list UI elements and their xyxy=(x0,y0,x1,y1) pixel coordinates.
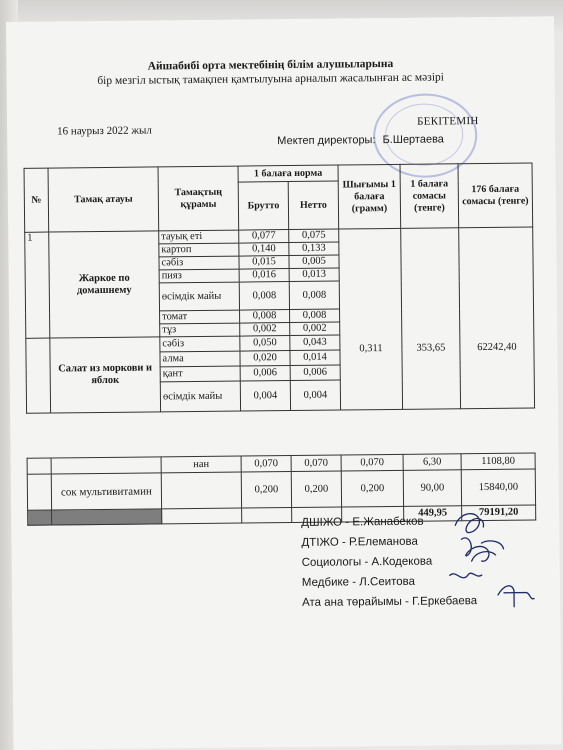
brutto-value: 0,050 xyxy=(240,336,290,352)
signature-line: ДШІЖО - Е.Жанабеков xyxy=(301,515,424,529)
cost-total-value: 62242,40 xyxy=(459,227,535,409)
director-name: Б.Шертаева xyxy=(382,133,444,147)
row-num-empty xyxy=(27,474,51,510)
netto-value: 0,008 xyxy=(289,281,339,310)
ingredient: алма xyxy=(160,351,240,367)
netto-value: 0,014 xyxy=(290,350,340,366)
menu-title-line2: бір мезгіл ыстық тамақпен қамтылуына арналып жасалынған ас мәзірі xyxy=(97,71,444,88)
brutto-value: 0,020 xyxy=(240,351,290,367)
yield-value: 0,311 xyxy=(339,228,403,410)
dish-name: Салат из моркови и яблок xyxy=(50,337,161,413)
cost-one-value: 353,65 xyxy=(401,228,461,410)
netto-value: 0,043 xyxy=(290,335,340,351)
brutto-value: 0,200 xyxy=(241,472,291,509)
ingredient-empty xyxy=(161,472,241,509)
ingredient: сәбіз xyxy=(160,336,240,352)
total-shaded-cell xyxy=(52,509,162,525)
total-cost-total: 79191,20 xyxy=(462,505,536,521)
ingredient: пияз xyxy=(159,269,239,283)
handwritten-signatures-icon xyxy=(441,502,552,613)
netto-value: 0,133 xyxy=(289,242,339,256)
yield-value: 0,200 xyxy=(341,470,403,507)
menu-title-line1: Айшабибі орта мектебінің білім алушыларына xyxy=(147,57,394,73)
ingredient: қант xyxy=(160,366,240,382)
netto-value: 0,075 xyxy=(289,229,339,243)
cost-total-value: 15840,00 xyxy=(461,469,535,506)
yield-value: 0,070 xyxy=(341,454,403,471)
header-yield: Шығымы 1 балаға (грамм) xyxy=(338,164,401,229)
ingredient: өсімдік майы xyxy=(159,282,239,311)
netto-value: 0,006 xyxy=(290,365,340,381)
netto-value: 0,200 xyxy=(291,471,341,508)
brutto-value: 0,004 xyxy=(240,381,290,412)
netto-value: 0,004 xyxy=(290,380,340,411)
cost-one-value: 6,30 xyxy=(403,454,461,471)
document-page xyxy=(6,16,562,750)
netto-value: 0,013 xyxy=(289,268,339,282)
netto-value: 0,002 xyxy=(290,322,340,336)
signature-line: Ата ана төрайымы - Г.Еркебаева xyxy=(302,595,478,609)
signature-line: Медбике - Л.Сеитова xyxy=(301,575,416,589)
total-shaded-cell xyxy=(28,510,52,525)
total-empty xyxy=(242,508,292,524)
ingredient: томат xyxy=(160,310,240,324)
netto-value: 0,005 xyxy=(289,255,339,269)
netto-value: 0,008 xyxy=(290,309,340,323)
director-label: Мектеп директоры: xyxy=(277,134,376,148)
ingredient: өсімдік майы xyxy=(160,381,240,412)
brutto-value: 0,140 xyxy=(239,243,289,257)
row-num-empty xyxy=(27,458,51,474)
brutto-value: 0,008 xyxy=(239,282,289,311)
header-composition: Тамақтың құрамы xyxy=(158,166,239,231)
row-num-empty xyxy=(26,338,51,413)
cost-one-value: 90,00 xyxy=(403,470,461,507)
signature-line: Социологы - А.Кодекова xyxy=(301,555,433,569)
brutto-value: 0,002 xyxy=(240,323,290,337)
header-cost-total: 176 балаға сомасы (тенге) xyxy=(458,163,533,228)
netto-value: 0,070 xyxy=(291,455,341,472)
brutto-value: 0,015 xyxy=(239,256,289,270)
total-empty xyxy=(162,508,242,524)
ingredient: тауық еті xyxy=(159,230,239,244)
brutto-value: 0,006 xyxy=(240,366,290,382)
row-num: 1 xyxy=(25,232,50,338)
dish-name-empty xyxy=(51,457,161,474)
approval-label: БЕКІТЕМІН xyxy=(417,115,479,128)
header-norm: 1 балаға норма xyxy=(238,165,338,182)
ingredient: сәбіз xyxy=(159,256,239,270)
ingredient: тұз xyxy=(160,323,240,337)
brutto-value: 0,016 xyxy=(239,269,289,283)
header-netto: Нетто xyxy=(288,181,338,230)
menu-table xyxy=(24,162,536,413)
dish-name: сок мультивитамин xyxy=(51,473,161,510)
signature-line: ДТІЖО - Р.Елеманова xyxy=(301,535,418,549)
header-brutto: Брутто xyxy=(238,182,288,231)
brutto-value: 0,077 xyxy=(239,230,289,244)
ingredient: картоп xyxy=(159,243,239,257)
header-dish: Тамақ атауы xyxy=(48,167,159,232)
dish-name: Жаркое по домашнему xyxy=(49,231,160,338)
director-line xyxy=(277,133,444,147)
brutto-value: 0,070 xyxy=(241,456,291,473)
cost-total-value: 1108,80 xyxy=(461,453,535,470)
header-num: № xyxy=(24,168,49,232)
header-cost-one: 1 балаға сомасы (тенге) xyxy=(400,164,459,229)
ingredient-bread: нан xyxy=(161,456,241,473)
total-cost-one: 449,95 xyxy=(404,506,462,522)
menu-date: 16 наурыз 2022 жыл xyxy=(57,124,152,138)
brutto-value: 0,008 xyxy=(240,310,290,324)
